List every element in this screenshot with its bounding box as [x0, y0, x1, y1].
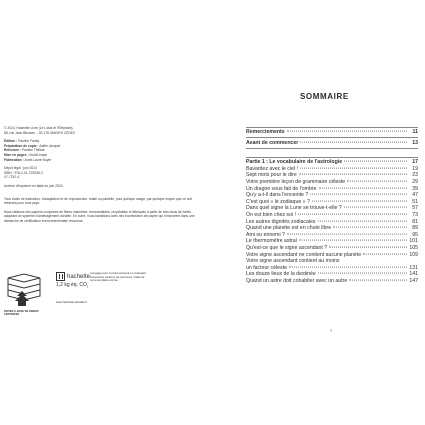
toc-top-rule: [246, 127, 418, 128]
toc-entry[interactable]: Qu'y a-t-il dans l'enceinte ? 47: [246, 192, 418, 199]
toc-entry[interactable]: Sept mots pour le dire 23: [246, 172, 418, 179]
toc-entry-continued[interactable]: Votre signe ascendant contient au moins: [246, 258, 340, 265]
legal-isbn: ISBN : 978-2-01-722935-3: [4, 170, 43, 175]
right-page: [212, 0, 425, 425]
hachette-durable-block: [56, 271, 147, 304]
copyright-line-2: 58, rue Jean Bleuzen – 92 178 VANVES CEDEX: [4, 130, 76, 135]
credit-preparation: Préparation de copie : Adèle Jacquet: [4, 143, 61, 148]
toc-part-rule: [246, 157, 418, 158]
table-of-contents: [246, 125, 418, 284]
legal-depot: Dépôt légal : juin 2024: [4, 166, 37, 171]
rights-note: Tous droits de traduction, d'adaptation et de reproduction, totale ou partielle, pour quelque usage, par quelque moyen que ce soit, réservés pour tous pays.: [4, 196, 193, 206]
co2-value: 1,2 kg éq. $CO_2$: [56, 282, 89, 289]
toc-part-entry[interactable]: Partie 1 : Le vocabulaire de l'astrologie 17: [246, 159, 418, 166]
hachette-durable-url: www.hachette-durable.fr: [56, 300, 88, 304]
toc-entry[interactable]: Votre première leçon de grammaire céleste 29: [246, 178, 418, 185]
toc-entry[interactable]: Quand une planète est en chute libre 89: [246, 225, 418, 232]
paper-pile-icon: [4, 272, 44, 308]
credit-edition: Édition : Pauline Farley: [4, 139, 40, 144]
toc-entry[interactable]: Dans quel signe la Lune se trouve-t-elle ? 57: [246, 205, 418, 212]
toc-title: SOMMAIRE: [300, 92, 349, 101]
toc-entry[interactable]: Avant de commencer 13: [246, 139, 418, 146]
logo-row: [4, 272, 204, 322]
toc-entry[interactable]: Le thermomètre astral 101: [246, 238, 418, 245]
credit-relecture: Relecture : Pauline Thillaut: [4, 148, 45, 153]
hachette-h-icon: [56, 272, 65, 281]
credit-fabrication: Fabrication : Anne-Laure Noyer: [4, 157, 52, 162]
toc-entry[interactable]: Un dragon vous fait de l'ombre 39: [246, 185, 418, 192]
colophon: [4, 126, 204, 224]
certified-paper-logo: [4, 272, 44, 316]
toc-entry[interactable]: Les douze lieux de la destinée 141: [246, 271, 418, 278]
toc-entry[interactable]: Les autres dignités zodiacales 81: [246, 218, 418, 225]
toc-rule: [246, 137, 418, 138]
page-number: 7: [330, 328, 333, 333]
toc-rule: [246, 148, 418, 149]
toc-entry[interactable]: Quand un astre doit cohabiter avec un autre 147: [246, 277, 418, 284]
credit-mise-en-pages: Mise en pages : NordCompo: [4, 152, 48, 157]
toc-entry[interactable]: C'est quoi « le zodiaque » ? 51: [246, 198, 418, 205]
toc-entry[interactable]: Remerciements 11: [246, 129, 418, 135]
hachette-wordmark: hachette: [67, 273, 91, 280]
copyright-line-1: © 2024, Hachette Livre (Le Lotus et l'Éléphant),: [4, 126, 74, 130]
toc-entry[interactable]: On est bien chez soi ! 73: [246, 211, 418, 218]
toc-entry[interactable]: Bavardez avec le ciel ! 19: [246, 165, 418, 172]
toc-entry[interactable]: Qu'est-ce que le signe ascendant ? 105: [246, 244, 418, 251]
paper-note: Nous utilisons des papiers composés de fibres naturelles, renouvelables, recyclables et fabriqués à partir de bois issus de forêts adoptant un système d'aménagement durable. En outre, nous travaillons avec des fournisseurs de papier qui s'inscrivent dans une démarche de certification environnementale reconnue.: [4, 209, 195, 223]
legal-code: 47-7752-4: [4, 175, 20, 180]
toc-entry[interactable]: un facteur céleste 131: [246, 264, 418, 271]
toc-entry[interactable]: Ami ou ennemi ? 95: [246, 231, 418, 238]
left-page: [0, 0, 212, 425]
hachette-tagline: s'engage pour l'environnement en réduisant l'empreinte carbone de ses livres. Celle de cet exemplaire est de :: [90, 271, 147, 283]
paper-logo-text: PAPIER À BASE DE FIBRES CERTIFIÉES: [4, 310, 39, 317]
printing-note: Achevé d'imprimer en Italie en juin 2024.: [4, 183, 64, 188]
toc-entry[interactable]: Votre signe ascendant ne contient aucune planète 109: [246, 251, 418, 258]
